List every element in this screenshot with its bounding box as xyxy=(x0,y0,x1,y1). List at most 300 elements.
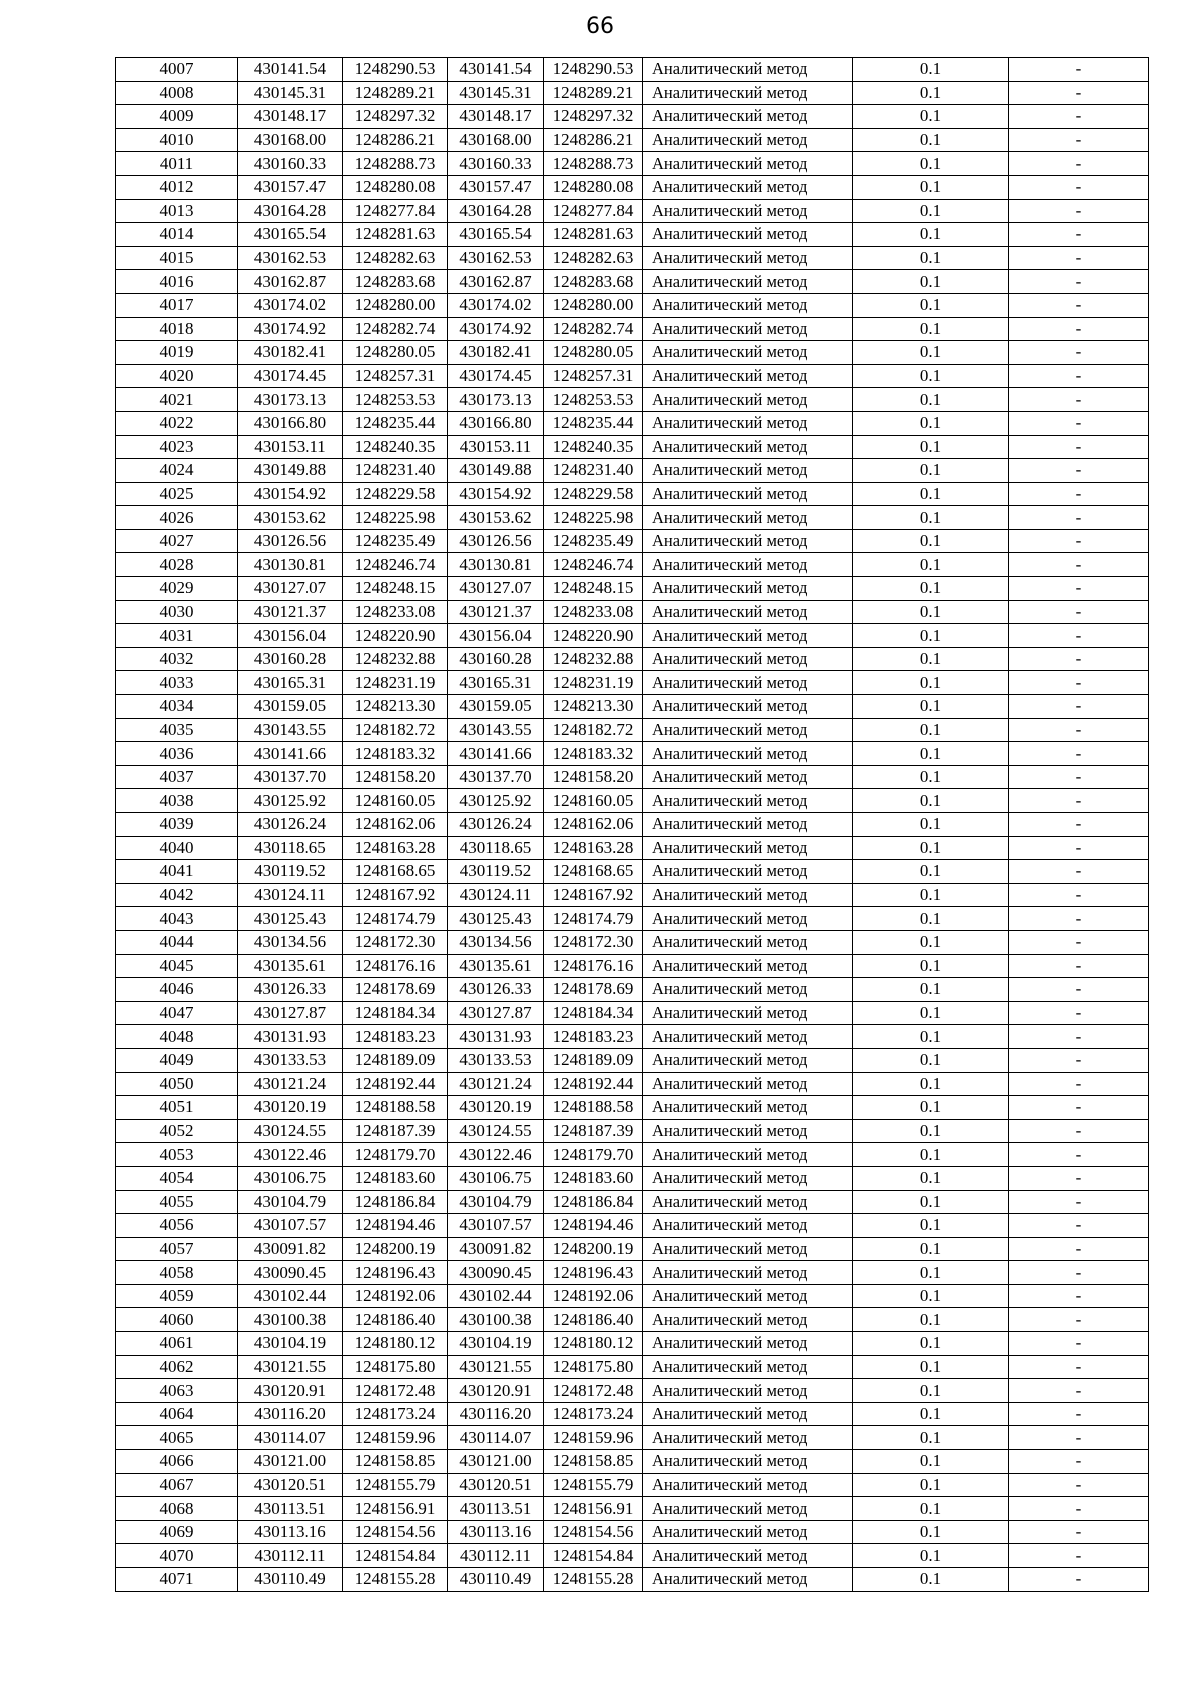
cell-y-coordinate-2: 1248189.09 xyxy=(544,1048,643,1072)
cell-x-coordinate: 430165.31 xyxy=(238,671,343,695)
cell-note: - xyxy=(1009,1402,1149,1426)
table-row xyxy=(116,600,1149,624)
cell-method: Аналитический метод xyxy=(643,647,853,671)
cell-y-coordinate: 1248200.19 xyxy=(343,1237,448,1261)
cell-y-coordinate-2: 1248277.84 xyxy=(544,199,643,223)
table-row xyxy=(116,128,1149,152)
cell-x-coordinate-2: 430126.56 xyxy=(448,529,544,553)
cell-y-coordinate-2: 1248200.19 xyxy=(544,1237,643,1261)
cell-x-coordinate-2: 430113.51 xyxy=(448,1497,544,1521)
cell-x-coordinate-2: 430121.37 xyxy=(448,600,544,624)
table-row xyxy=(116,317,1149,341)
cell-y-coordinate: 1248184.34 xyxy=(343,1001,448,1025)
cell-accuracy: 0.1 xyxy=(853,1402,1009,1426)
table-row xyxy=(116,671,1149,695)
cell-x-coordinate: 430168.00 xyxy=(238,128,343,152)
cell-note: - xyxy=(1009,388,1149,412)
cell-y-coordinate-2: 1248283.68 xyxy=(544,270,643,294)
cell-y-coordinate: 1248168.65 xyxy=(343,860,448,884)
cell-x-coordinate-2: 430126.33 xyxy=(448,978,544,1002)
cell-x-coordinate-2: 430165.31 xyxy=(448,671,544,695)
cell-y-coordinate-2: 1248174.79 xyxy=(544,907,643,931)
table-row xyxy=(116,1402,1149,1426)
cell-accuracy: 0.1 xyxy=(853,718,1009,742)
cell-note: - xyxy=(1009,671,1149,695)
cell-accuracy: 0.1 xyxy=(853,1143,1009,1167)
cell-point-number: 4058 xyxy=(116,1261,238,1285)
cell-accuracy: 0.1 xyxy=(853,883,1009,907)
cell-accuracy: 0.1 xyxy=(853,1096,1009,1120)
cell-accuracy: 0.1 xyxy=(853,978,1009,1002)
table-row xyxy=(116,1237,1149,1261)
cell-x-coordinate-2: 430124.11 xyxy=(448,883,544,907)
cell-point-number: 4059 xyxy=(116,1284,238,1308)
table-row xyxy=(116,860,1149,884)
cell-x-coordinate: 430162.53 xyxy=(238,246,343,270)
table-row xyxy=(116,105,1149,129)
cell-y-coordinate: 1248183.32 xyxy=(343,742,448,766)
cell-y-coordinate: 1248183.60 xyxy=(343,1166,448,1190)
cell-note: - xyxy=(1009,1237,1149,1261)
cell-method: Аналитический метод xyxy=(643,1308,853,1332)
cell-point-number: 4047 xyxy=(116,1001,238,1025)
cell-x-coordinate-2: 430113.16 xyxy=(448,1520,544,1544)
table-row xyxy=(116,978,1149,1002)
cell-y-coordinate-2: 1248290.53 xyxy=(544,58,643,82)
cell-note: - xyxy=(1009,1568,1149,1592)
cell-method: Аналитический метод xyxy=(643,482,853,506)
cell-note: - xyxy=(1009,293,1149,317)
cell-note: - xyxy=(1009,1332,1149,1356)
cell-note: - xyxy=(1009,459,1149,483)
cell-y-coordinate-2: 1248288.73 xyxy=(544,152,643,176)
cell-note: - xyxy=(1009,907,1149,931)
cell-x-coordinate: 430133.53 xyxy=(238,1048,343,1072)
cell-note: - xyxy=(1009,1214,1149,1238)
cell-method: Аналитический метод xyxy=(643,1520,853,1544)
cell-point-number: 4037 xyxy=(116,765,238,789)
table-row xyxy=(116,765,1149,789)
cell-y-coordinate: 1248281.63 xyxy=(343,223,448,247)
cell-x-coordinate-2: 430145.31 xyxy=(448,81,544,105)
table-row xyxy=(116,553,1149,577)
cell-point-number: 4033 xyxy=(116,671,238,695)
cell-note: - xyxy=(1009,1497,1149,1521)
cell-accuracy: 0.1 xyxy=(853,105,1009,129)
cell-y-coordinate-2: 1248187.39 xyxy=(544,1119,643,1143)
cell-method: Аналитический метод xyxy=(643,1261,853,1285)
cell-note: - xyxy=(1009,1379,1149,1403)
table-row xyxy=(116,624,1149,648)
cell-y-coordinate: 1248178.69 xyxy=(343,978,448,1002)
cell-point-number: 4057 xyxy=(116,1237,238,1261)
cell-method: Аналитический метод xyxy=(643,341,853,365)
cell-y-coordinate: 1248194.46 xyxy=(343,1214,448,1238)
cell-y-coordinate-2: 1248154.84 xyxy=(544,1544,643,1568)
table-row xyxy=(116,1568,1149,1592)
cell-y-coordinate-2: 1248183.23 xyxy=(544,1025,643,1049)
cell-y-coordinate-2: 1248183.32 xyxy=(544,742,643,766)
cell-y-coordinate-2: 1248183.60 xyxy=(544,1166,643,1190)
cell-method: Аналитический метод xyxy=(643,1048,853,1072)
cell-accuracy: 0.1 xyxy=(853,813,1009,837)
cell-y-coordinate: 1248282.63 xyxy=(343,246,448,270)
cell-y-coordinate: 1248297.32 xyxy=(343,105,448,129)
table-row xyxy=(116,930,1149,954)
cell-method: Аналитический метод xyxy=(643,742,853,766)
cell-method: Аналитический метод xyxy=(643,1096,853,1120)
cell-accuracy: 0.1 xyxy=(853,341,1009,365)
cell-note: - xyxy=(1009,1308,1149,1332)
cell-x-coordinate: 430121.37 xyxy=(238,600,343,624)
cell-note: - xyxy=(1009,482,1149,506)
cell-y-coordinate-2: 1248179.70 xyxy=(544,1143,643,1167)
table-row xyxy=(116,1308,1149,1332)
cell-y-coordinate: 1248160.05 xyxy=(343,789,448,813)
cell-x-coordinate: 430104.19 xyxy=(238,1332,343,1356)
cell-point-number: 4019 xyxy=(116,341,238,365)
cell-note: - xyxy=(1009,246,1149,270)
cell-accuracy: 0.1 xyxy=(853,529,1009,553)
cell-method: Аналитический метод xyxy=(643,270,853,294)
table-row xyxy=(116,152,1149,176)
cell-y-coordinate-2: 1248184.34 xyxy=(544,1001,643,1025)
table-row xyxy=(116,388,1149,412)
cell-y-coordinate-2: 1248154.56 xyxy=(544,1520,643,1544)
cell-note: - xyxy=(1009,1025,1149,1049)
cell-point-number: 4036 xyxy=(116,742,238,766)
cell-method: Аналитический метод xyxy=(643,246,853,270)
cell-accuracy: 0.1 xyxy=(853,624,1009,648)
cell-note: - xyxy=(1009,860,1149,884)
cell-x-coordinate-2: 430118.65 xyxy=(448,836,544,860)
cell-point-number: 4067 xyxy=(116,1473,238,1497)
cell-y-coordinate-2: 1248162.06 xyxy=(544,813,643,837)
cell-x-coordinate: 430107.57 xyxy=(238,1214,343,1238)
cell-accuracy: 0.1 xyxy=(853,1497,1009,1521)
cell-x-coordinate-2: 430156.04 xyxy=(448,624,544,648)
cell-note: - xyxy=(1009,1190,1149,1214)
table-row xyxy=(116,695,1149,719)
cell-point-number: 4025 xyxy=(116,482,238,506)
cell-y-coordinate-2: 1248289.21 xyxy=(544,81,643,105)
cell-method: Аналитический метод xyxy=(643,1379,853,1403)
cell-x-coordinate-2: 430090.45 xyxy=(448,1261,544,1285)
cell-x-coordinate: 430126.33 xyxy=(238,978,343,1002)
cell-point-number: 4045 xyxy=(116,954,238,978)
cell-x-coordinate: 430164.28 xyxy=(238,199,343,223)
cell-method: Аналитический метод xyxy=(643,577,853,601)
cell-x-coordinate-2: 430110.49 xyxy=(448,1568,544,1592)
cell-y-coordinate-2: 1248235.49 xyxy=(544,529,643,553)
cell-point-number: 4038 xyxy=(116,789,238,813)
cell-point-number: 4051 xyxy=(116,1096,238,1120)
cell-note: - xyxy=(1009,1544,1149,1568)
cell-point-number: 4009 xyxy=(116,105,238,129)
cell-y-coordinate: 1248235.49 xyxy=(343,529,448,553)
table-row xyxy=(116,1355,1149,1379)
cell-accuracy: 0.1 xyxy=(853,789,1009,813)
cell-y-coordinate-2: 1248173.24 xyxy=(544,1402,643,1426)
cell-accuracy: 0.1 xyxy=(853,1001,1009,1025)
cell-x-coordinate-2: 430157.47 xyxy=(448,175,544,199)
cell-x-coordinate: 430156.04 xyxy=(238,624,343,648)
table-row xyxy=(116,341,1149,365)
cell-point-number: 4065 xyxy=(116,1426,238,1450)
table-row xyxy=(116,813,1149,837)
table-body xyxy=(116,58,1149,1592)
cell-x-coordinate: 430127.07 xyxy=(238,577,343,601)
cell-x-coordinate: 430137.70 xyxy=(238,765,343,789)
cell-x-coordinate: 430126.56 xyxy=(238,529,343,553)
cell-method: Аналитический метод xyxy=(643,459,853,483)
cell-x-coordinate-2: 430114.07 xyxy=(448,1426,544,1450)
table-row xyxy=(116,1214,1149,1238)
cell-method: Аналитический метод xyxy=(643,907,853,931)
cell-accuracy: 0.1 xyxy=(853,1214,1009,1238)
cell-x-coordinate: 430166.80 xyxy=(238,411,343,435)
cell-x-coordinate-2: 430124.55 xyxy=(448,1119,544,1143)
cell-x-coordinate: 430112.11 xyxy=(238,1544,343,1568)
table-row xyxy=(116,1379,1149,1403)
cell-y-coordinate-2: 1248194.46 xyxy=(544,1214,643,1238)
cell-method: Аналитический метод xyxy=(643,529,853,553)
cell-y-coordinate: 1248283.68 xyxy=(343,270,448,294)
cell-x-coordinate: 430102.44 xyxy=(238,1284,343,1308)
cell-y-coordinate-2: 1248175.80 xyxy=(544,1355,643,1379)
cell-accuracy: 0.1 xyxy=(853,1072,1009,1096)
cell-y-coordinate-2: 1248229.58 xyxy=(544,482,643,506)
cell-method: Аналитический метод xyxy=(643,1473,853,1497)
cell-x-coordinate: 430148.17 xyxy=(238,105,343,129)
cell-point-number: 4046 xyxy=(116,978,238,1002)
cell-accuracy: 0.1 xyxy=(853,1450,1009,1474)
cell-accuracy: 0.1 xyxy=(853,175,1009,199)
cell-point-number: 4021 xyxy=(116,388,238,412)
cell-y-coordinate: 1248289.21 xyxy=(343,81,448,105)
cell-x-coordinate-2: 430104.19 xyxy=(448,1332,544,1356)
cell-y-coordinate: 1248233.08 xyxy=(343,600,448,624)
cell-accuracy: 0.1 xyxy=(853,459,1009,483)
cell-y-coordinate: 1248182.72 xyxy=(343,718,448,742)
cell-note: - xyxy=(1009,1450,1149,1474)
cell-x-coordinate-2: 430137.70 xyxy=(448,765,544,789)
cell-accuracy: 0.1 xyxy=(853,128,1009,152)
cell-x-coordinate: 430125.92 xyxy=(238,789,343,813)
cell-method: Аналитический метод xyxy=(643,789,853,813)
cell-accuracy: 0.1 xyxy=(853,1332,1009,1356)
cell-y-coordinate-2: 1248182.72 xyxy=(544,718,643,742)
cell-accuracy: 0.1 xyxy=(853,671,1009,695)
cell-y-coordinate: 1248173.24 xyxy=(343,1402,448,1426)
cell-method: Аналитический метод xyxy=(643,223,853,247)
cell-y-coordinate-2: 1248172.30 xyxy=(544,930,643,954)
cell-x-coordinate-2: 430127.87 xyxy=(448,1001,544,1025)
cell-method: Аналитический метод xyxy=(643,1143,853,1167)
cell-accuracy: 0.1 xyxy=(853,1166,1009,1190)
cell-y-coordinate-2: 1248286.21 xyxy=(544,128,643,152)
cell-accuracy: 0.1 xyxy=(853,293,1009,317)
cell-y-coordinate: 1248231.19 xyxy=(343,671,448,695)
cell-y-coordinate: 1248179.70 xyxy=(343,1143,448,1167)
cell-x-coordinate-2: 430162.87 xyxy=(448,270,544,294)
cell-x-coordinate: 430124.11 xyxy=(238,883,343,907)
cell-x-coordinate-2: 430120.19 xyxy=(448,1096,544,1120)
coordinates-table xyxy=(115,57,1149,1592)
cell-x-coordinate-2: 430141.54 xyxy=(448,58,544,82)
cell-method: Аналитический метод xyxy=(643,1450,853,1474)
cell-y-coordinate: 1248158.85 xyxy=(343,1450,448,1474)
cell-y-coordinate: 1248159.96 xyxy=(343,1426,448,1450)
cell-x-coordinate-2: 430173.13 xyxy=(448,388,544,412)
cell-y-coordinate: 1248280.08 xyxy=(343,175,448,199)
cell-method: Аналитический метод xyxy=(643,58,853,82)
table-row xyxy=(116,293,1149,317)
cell-x-coordinate-2: 430127.07 xyxy=(448,577,544,601)
table-row xyxy=(116,1190,1149,1214)
table-row xyxy=(116,789,1149,813)
cell-x-coordinate-2: 430112.11 xyxy=(448,1544,544,1568)
cell-point-number: 4048 xyxy=(116,1025,238,1049)
cell-method: Аналитический метод xyxy=(643,1190,853,1214)
cell-x-coordinate-2: 430154.92 xyxy=(448,482,544,506)
cell-x-coordinate: 430113.51 xyxy=(238,1497,343,1521)
cell-x-coordinate-2: 430160.33 xyxy=(448,152,544,176)
cell-y-coordinate: 1248176.16 xyxy=(343,954,448,978)
cell-accuracy: 0.1 xyxy=(853,647,1009,671)
cell-accuracy: 0.1 xyxy=(853,1568,1009,1592)
cell-y-coordinate: 1248189.09 xyxy=(343,1048,448,1072)
table-row xyxy=(116,58,1149,82)
cell-y-coordinate-2: 1248220.90 xyxy=(544,624,643,648)
cell-accuracy: 0.1 xyxy=(853,435,1009,459)
cell-x-coordinate-2: 430133.53 xyxy=(448,1048,544,1072)
cell-point-number: 4007 xyxy=(116,58,238,82)
cell-y-coordinate-2: 1248159.96 xyxy=(544,1426,643,1450)
table-row xyxy=(116,1001,1149,1025)
cell-y-coordinate-2: 1248280.00 xyxy=(544,293,643,317)
cell-method: Аналитический метод xyxy=(643,81,853,105)
cell-point-number: 4061 xyxy=(116,1332,238,1356)
cell-point-number: 4064 xyxy=(116,1402,238,1426)
cell-accuracy: 0.1 xyxy=(853,695,1009,719)
table-row xyxy=(116,175,1149,199)
cell-accuracy: 0.1 xyxy=(853,482,1009,506)
cell-x-coordinate: 430143.55 xyxy=(238,718,343,742)
cell-accuracy: 0.1 xyxy=(853,1379,1009,1403)
cell-y-coordinate: 1248155.79 xyxy=(343,1473,448,1497)
cell-x-coordinate: 430121.00 xyxy=(238,1450,343,1474)
cell-y-coordinate-2: 1248280.05 xyxy=(544,341,643,365)
cell-x-coordinate: 430106.75 xyxy=(238,1166,343,1190)
cell-y-coordinate: 1248229.58 xyxy=(343,482,448,506)
cell-method: Аналитический метод xyxy=(643,930,853,954)
cell-point-number: 4040 xyxy=(116,836,238,860)
table-row xyxy=(116,1284,1149,1308)
cell-note: - xyxy=(1009,1166,1149,1190)
cell-point-number: 4024 xyxy=(116,459,238,483)
cell-y-coordinate: 1248155.28 xyxy=(343,1568,448,1592)
table-row xyxy=(116,836,1149,860)
table-row xyxy=(116,270,1149,294)
cell-method: Аналитический метод xyxy=(643,1214,853,1238)
cell-x-coordinate-2: 430149.88 xyxy=(448,459,544,483)
cell-y-coordinate: 1248175.80 xyxy=(343,1355,448,1379)
cell-accuracy: 0.1 xyxy=(853,1025,1009,1049)
cell-note: - xyxy=(1009,1001,1149,1025)
cell-y-coordinate-2: 1248282.74 xyxy=(544,317,643,341)
cell-point-number: 4049 xyxy=(116,1048,238,1072)
cell-y-coordinate: 1248235.44 xyxy=(343,411,448,435)
cell-x-coordinate-2: 430122.46 xyxy=(448,1143,544,1167)
cell-y-coordinate: 1248183.23 xyxy=(343,1025,448,1049)
table-row xyxy=(116,647,1149,671)
cell-accuracy: 0.1 xyxy=(853,577,1009,601)
cell-y-coordinate: 1248280.05 xyxy=(343,341,448,365)
cell-x-coordinate: 430160.28 xyxy=(238,647,343,671)
table-row xyxy=(116,506,1149,530)
table-row xyxy=(116,1544,1149,1568)
cell-x-coordinate: 430174.92 xyxy=(238,317,343,341)
cell-x-coordinate: 430091.82 xyxy=(238,1237,343,1261)
cell-method: Аналитический метод xyxy=(643,1284,853,1308)
cell-accuracy: 0.1 xyxy=(853,58,1009,82)
cell-point-number: 4043 xyxy=(116,907,238,931)
cell-y-coordinate: 1248248.15 xyxy=(343,577,448,601)
cell-y-coordinate-2: 1248156.91 xyxy=(544,1497,643,1521)
cell-accuracy: 0.1 xyxy=(853,317,1009,341)
cell-note: - xyxy=(1009,152,1149,176)
cell-y-coordinate: 1248246.74 xyxy=(343,553,448,577)
cell-accuracy: 0.1 xyxy=(853,600,1009,624)
table-row xyxy=(116,1166,1149,1190)
cell-y-coordinate-2: 1248192.44 xyxy=(544,1072,643,1096)
cell-note: - xyxy=(1009,1473,1149,1497)
cell-point-number: 4031 xyxy=(116,624,238,648)
cell-x-coordinate-2: 430174.92 xyxy=(448,317,544,341)
cell-y-coordinate-2: 1248297.32 xyxy=(544,105,643,129)
cell-x-coordinate-2: 430125.43 xyxy=(448,907,544,931)
cell-point-number: 4069 xyxy=(116,1520,238,1544)
cell-y-coordinate-2: 1248225.98 xyxy=(544,506,643,530)
cell-x-coordinate-2: 430091.82 xyxy=(448,1237,544,1261)
cell-x-coordinate: 430173.13 xyxy=(238,388,343,412)
cell-accuracy: 0.1 xyxy=(853,81,1009,105)
cell-y-coordinate: 1248188.58 xyxy=(343,1096,448,1120)
cell-y-coordinate-2: 1248257.31 xyxy=(544,364,643,388)
cell-x-coordinate: 430162.87 xyxy=(238,270,343,294)
cell-x-coordinate: 430153.11 xyxy=(238,435,343,459)
cell-y-coordinate: 1248163.28 xyxy=(343,836,448,860)
cell-y-coordinate: 1248174.79 xyxy=(343,907,448,931)
cell-y-coordinate: 1248280.00 xyxy=(343,293,448,317)
cell-note: - xyxy=(1009,954,1149,978)
cell-y-coordinate-2: 1248186.40 xyxy=(544,1308,643,1332)
cell-note: - xyxy=(1009,341,1149,365)
cell-note: - xyxy=(1009,506,1149,530)
cell-x-coordinate-2: 430141.66 xyxy=(448,742,544,766)
cell-point-number: 4016 xyxy=(116,270,238,294)
cell-method: Аналитический метод xyxy=(643,506,853,530)
cell-x-coordinate-2: 430135.61 xyxy=(448,954,544,978)
cell-y-coordinate-2: 1248248.15 xyxy=(544,577,643,601)
cell-y-coordinate-2: 1248176.16 xyxy=(544,954,643,978)
cell-note: - xyxy=(1009,836,1149,860)
table-row xyxy=(116,435,1149,459)
cell-accuracy: 0.1 xyxy=(853,1237,1009,1261)
cell-point-number: 4012 xyxy=(116,175,238,199)
cell-y-coordinate: 1248192.44 xyxy=(343,1072,448,1096)
